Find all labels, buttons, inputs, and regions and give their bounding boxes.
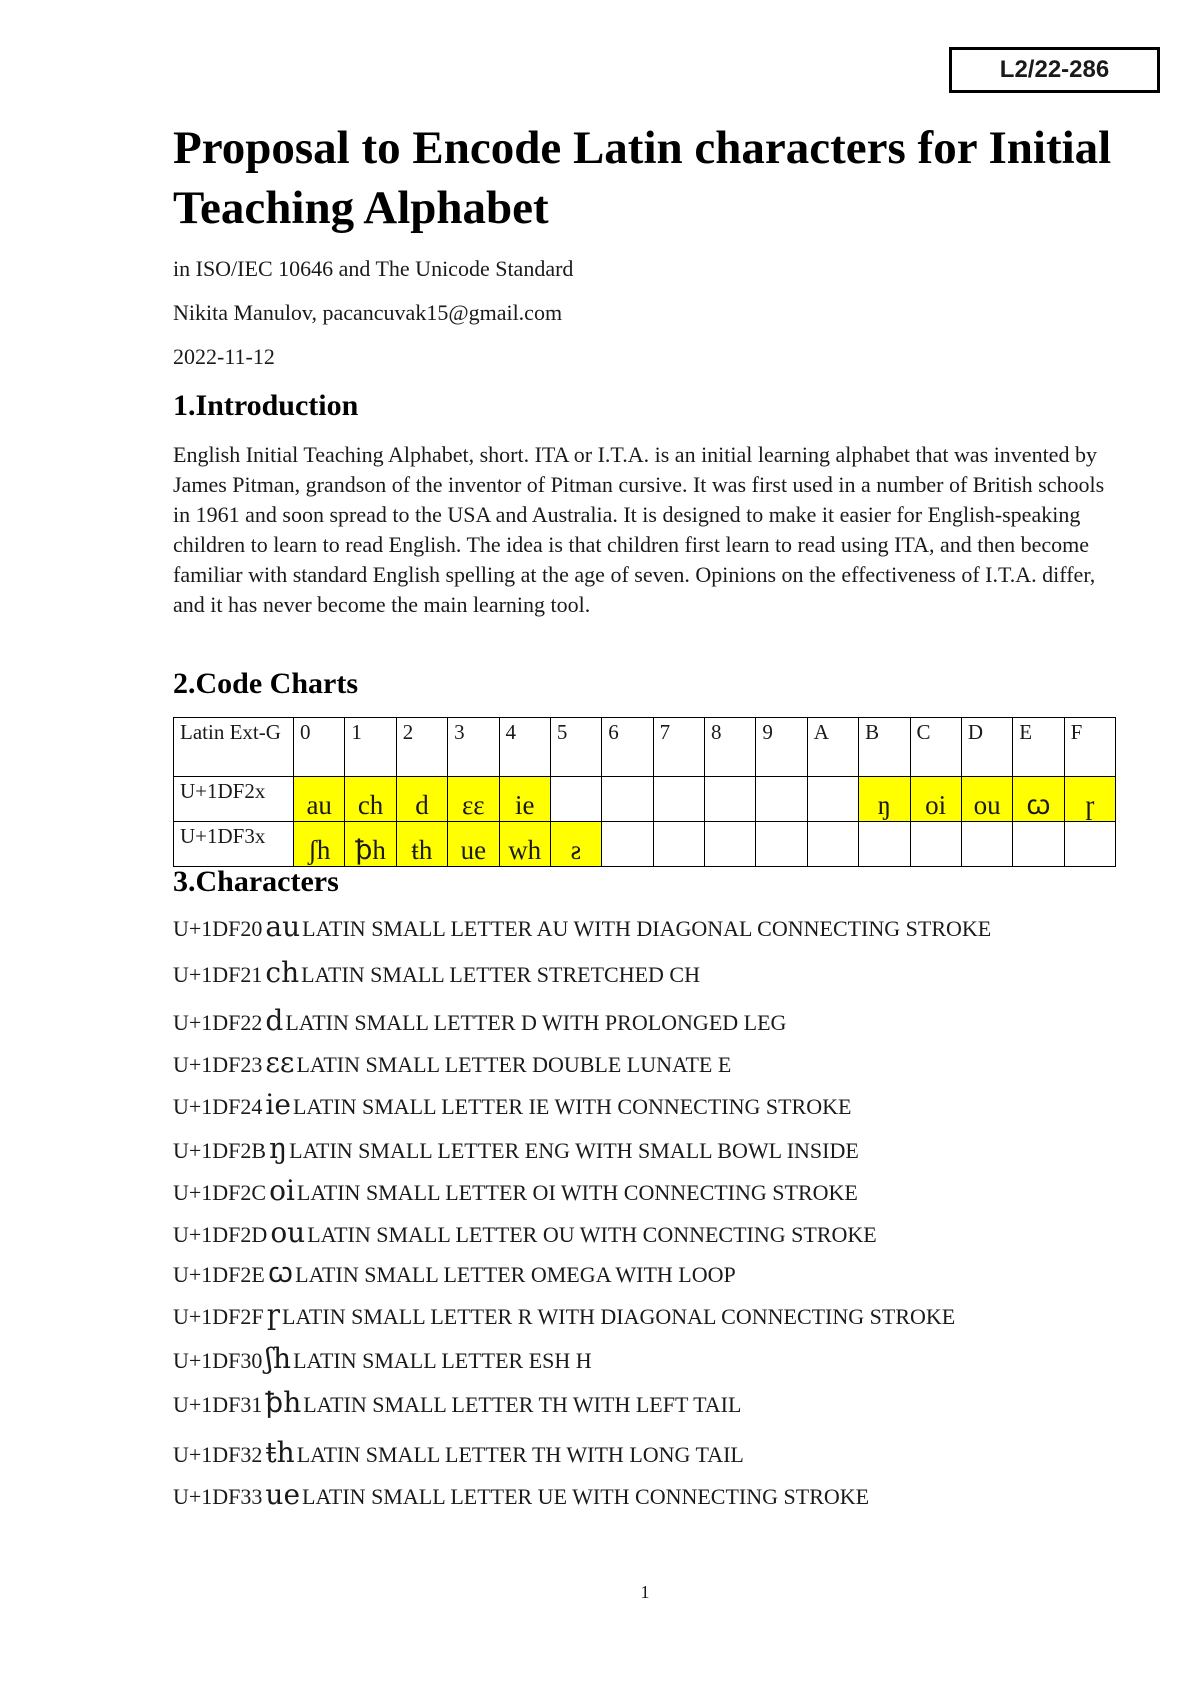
introduction-paragraph: English Initial Teaching Alphabet, short. ITA or I.T.A. is an initial learning alphabet that was invented by James Pitman, grandson of the inventor of Pitman cursive. It was first used in a number of British schools in 1961 and soon spread to the USA and Australia. It is designed to make it easier for English-speaking children to learn to read English. The idea is that children first learn to read using ITA, and then become familiar with standard English spelling at the age of seven. Opinions on the effectiveness of I.T.A. differ, and it has never become the main learning tool. [173, 442, 1105, 617]
code-chart-empty-cell [910, 822, 961, 867]
character-name: LATIN SMALL LETTER IE WITH CONNECTING STROKE [292, 1094, 852, 1119]
character-name: LATIN SMALL LETTER OU WITH CONNECTING STROKE [307, 1222, 877, 1247]
character-codepoint: U+1DF2D [173, 1222, 268, 1247]
character-entry [173, 1438, 744, 1470]
code-chart-glyph-cell [961, 777, 1012, 822]
code-chart-empty-cell [961, 822, 1012, 867]
character-glyph: ch [265, 956, 300, 989]
character-entry [173, 912, 991, 944]
character-glyph: d [265, 1004, 284, 1037]
character-entry [173, 1090, 851, 1122]
code-chart-glyph: ŧh [411, 835, 433, 865]
code-chart-glyph-cell [1064, 777, 1115, 822]
character-name: LATIN SMALL LETTER OI WITH CONNECTING STROKE [296, 1180, 858, 1205]
character-name: LATIN SMALL LETTER D WITH PROLONGED LEG [285, 1010, 787, 1035]
code-chart-glyph-cell [294, 822, 345, 867]
character-entry [173, 1048, 731, 1080]
character-glyph: ou [270, 1216, 306, 1249]
code-chart-glyph-cell [345, 822, 396, 867]
code-chart-glyph: ƨ [570, 835, 582, 865]
code-chart-empty-cell [1013, 822, 1064, 867]
code-chart-empty-cell [807, 777, 858, 822]
character-codepoint: U+1DF20 [173, 916, 263, 941]
section-heading-code-charts: 2.Code Charts [173, 667, 358, 700]
code-chart-row [174, 777, 1116, 822]
code-chart-row [174, 822, 1116, 867]
character-codepoint: U+1DF33 [173, 1484, 263, 1509]
code-chart-glyph: ɼ [1085, 790, 1095, 820]
code-chart-column-header: 3 [448, 718, 499, 777]
code-chart-column-header: 8 [705, 718, 756, 777]
code-chart-column-header: 2 [396, 718, 447, 777]
code-chart-row-label: U+1DF3x [174, 822, 294, 867]
code-chart-empty-cell [756, 777, 807, 822]
code-chart-glyph: d [415, 790, 429, 820]
character-name: LATIN SMALL LETTER OMEGA WITH LOOP [295, 1262, 736, 1287]
code-chart-glyph-cell [448, 822, 499, 867]
code-chart-glyph-cell [448, 777, 499, 822]
code-chart-glyph-cell [910, 777, 961, 822]
code-chart-glyph-cell [550, 822, 601, 867]
code-chart-glyph: ue [460, 835, 487, 865]
character-glyph: εε [265, 1046, 295, 1079]
character-entry [173, 1388, 741, 1420]
character-codepoint: U+1DF23 [173, 1052, 263, 1077]
code-chart-column-header: A [807, 718, 858, 777]
code-chart-empty-cell [653, 777, 704, 822]
character-entry [173, 1134, 859, 1166]
character-name: LATIN SMALL LETTER ESH H [293, 1348, 592, 1373]
code-chart-empty-cell [705, 822, 756, 867]
character-glyph: oi [269, 1174, 295, 1207]
code-chart-empty-cell [602, 822, 653, 867]
character-glyph: ꝥh [265, 1386, 302, 1419]
character-name: LATIN SMALL LETTER STRETCHED CH [301, 962, 700, 987]
code-chart-corner-label: Latin Ext-G [174, 718, 294, 777]
character-codepoint: U+1DF24 [173, 1094, 263, 1119]
code-chart-glyph: ʃh [307, 835, 331, 865]
character-entry [173, 1480, 869, 1512]
code-chart-glyph: ie [514, 790, 535, 820]
character-entry [173, 958, 700, 990]
character-glyph: ɼ [266, 1298, 281, 1331]
character-codepoint: U+1DF22 [173, 1010, 263, 1035]
document-number-box: L2/22-286 [949, 47, 1160, 93]
code-chart-column-header: F [1064, 718, 1115, 777]
code-chart-empty-cell [653, 822, 704, 867]
section-heading-characters: 3.Characters [173, 865, 339, 898]
author-line: Nikita Manulov, pacancuvak15@gmail.com [173, 300, 563, 325]
code-chart-glyph-cell [294, 777, 345, 822]
character-glyph: ꞷ [267, 1256, 294, 1289]
character-name: LATIN SMALL LETTER DOUBLE LUNATE E [296, 1052, 732, 1077]
character-name: LATIN SMALL LETTER ENG WITH SMALL BOWL INSIDE [289, 1138, 859, 1163]
code-chart-empty-cell [550, 777, 601, 822]
character-name: LATIN SMALL LETTER AU WITH DIAGONAL CONNECTING STROKE [302, 916, 992, 941]
code-chart-column-header: 1 [345, 718, 396, 777]
character-name: LATIN SMALL LETTER UE WITH CONNECTING STROKE [302, 1484, 870, 1509]
code-chart-column-header: 5 [550, 718, 601, 777]
character-codepoint: U+1DF2F [173, 1304, 264, 1329]
code-chart-empty-cell [807, 822, 858, 867]
character-name: LATIN SMALL LETTER R WITH DIAGONAL CONNECTING STROKE [282, 1304, 956, 1329]
code-chart-column-header: 4 [499, 718, 550, 777]
code-chart-column-header: 6 [602, 718, 653, 777]
character-glyph: ʃh [265, 1342, 292, 1375]
character-codepoint: U+1DF30 [173, 1348, 263, 1373]
character-entry [173, 1006, 786, 1038]
character-name: LATIN SMALL LETTER TH WITH LONG TAIL [296, 1442, 744, 1467]
character-entry [173, 1344, 592, 1376]
character-entry [173, 1218, 877, 1250]
code-chart-column-header: E [1013, 718, 1064, 777]
code-chart-column-header: 7 [653, 718, 704, 777]
page-number: 1 [640, 1582, 650, 1602]
character-codepoint: U+1DF2E [173, 1262, 265, 1287]
code-chart-glyph-cell [345, 777, 396, 822]
code-chart-empty-cell [859, 822, 910, 867]
character-glyph: ue [265, 1478, 301, 1511]
code-chart-glyph: ou [973, 790, 1001, 820]
code-chart-empty-cell [756, 822, 807, 867]
character-glyph: ŧh [265, 1436, 295, 1469]
character-glyph: ŋ [269, 1132, 288, 1165]
code-chart-glyph: ꞷ [1026, 790, 1051, 820]
code-chart-empty-cell [1064, 822, 1115, 867]
character-name: LATIN SMALL LETTER TH WITH LEFT TAIL [303, 1392, 742, 1417]
code-chart-column-header: 0 [294, 718, 345, 777]
code-chart-glyph-cell [1013, 777, 1064, 822]
code-chart-glyph: εε [461, 790, 485, 820]
code-chart-glyph-cell [499, 777, 550, 822]
page-title: Proposal to Encode Latin characters for Initial Teaching Alphabet [173, 122, 1112, 234]
date-line: 2022-11-12 [173, 344, 275, 369]
code-chart-table [173, 717, 1116, 867]
character-codepoint: U+1DF32 [173, 1442, 263, 1467]
code-chart-glyph: ch [357, 790, 384, 820]
code-chart-glyph: ꝥh [355, 835, 386, 865]
code-chart-glyph: au [306, 790, 332, 820]
character-glyph: ie [265, 1088, 291, 1121]
code-chart-row-label: U+1DF2x [174, 777, 294, 822]
code-chart-glyph-cell [859, 777, 910, 822]
code-chart-column-header: C [910, 718, 961, 777]
code-chart-glyph: wh [508, 835, 542, 865]
code-chart-column-header: 9 [756, 718, 807, 777]
code-chart-glyph: ŋ [877, 790, 891, 820]
subtitle: in ISO/IEC 10646 and The Unicode Standard [173, 256, 574, 281]
character-entry [173, 1300, 955, 1332]
code-chart-column-header: B [859, 718, 910, 777]
code-chart-glyph-cell [396, 777, 447, 822]
code-chart-glyph-cell [396, 822, 447, 867]
code-chart-column-header: D [961, 718, 1012, 777]
character-glyph: au [265, 910, 301, 943]
code-chart-empty-cell [705, 777, 756, 822]
character-entry [173, 1258, 736, 1290]
section-heading-introduction: 1.Introduction [173, 389, 359, 422]
character-entry [173, 1176, 858, 1208]
code-chart-glyph: oi [925, 790, 947, 820]
character-codepoint: U+1DF31 [173, 1392, 263, 1417]
code-chart-glyph-cell [499, 822, 550, 867]
character-codepoint: U+1DF2C [173, 1180, 267, 1205]
code-chart-empty-cell [602, 777, 653, 822]
character-codepoint: U+1DF2B [173, 1138, 267, 1163]
character-codepoint: U+1DF21 [173, 962, 263, 987]
code-chart-header-row [174, 718, 1116, 777]
